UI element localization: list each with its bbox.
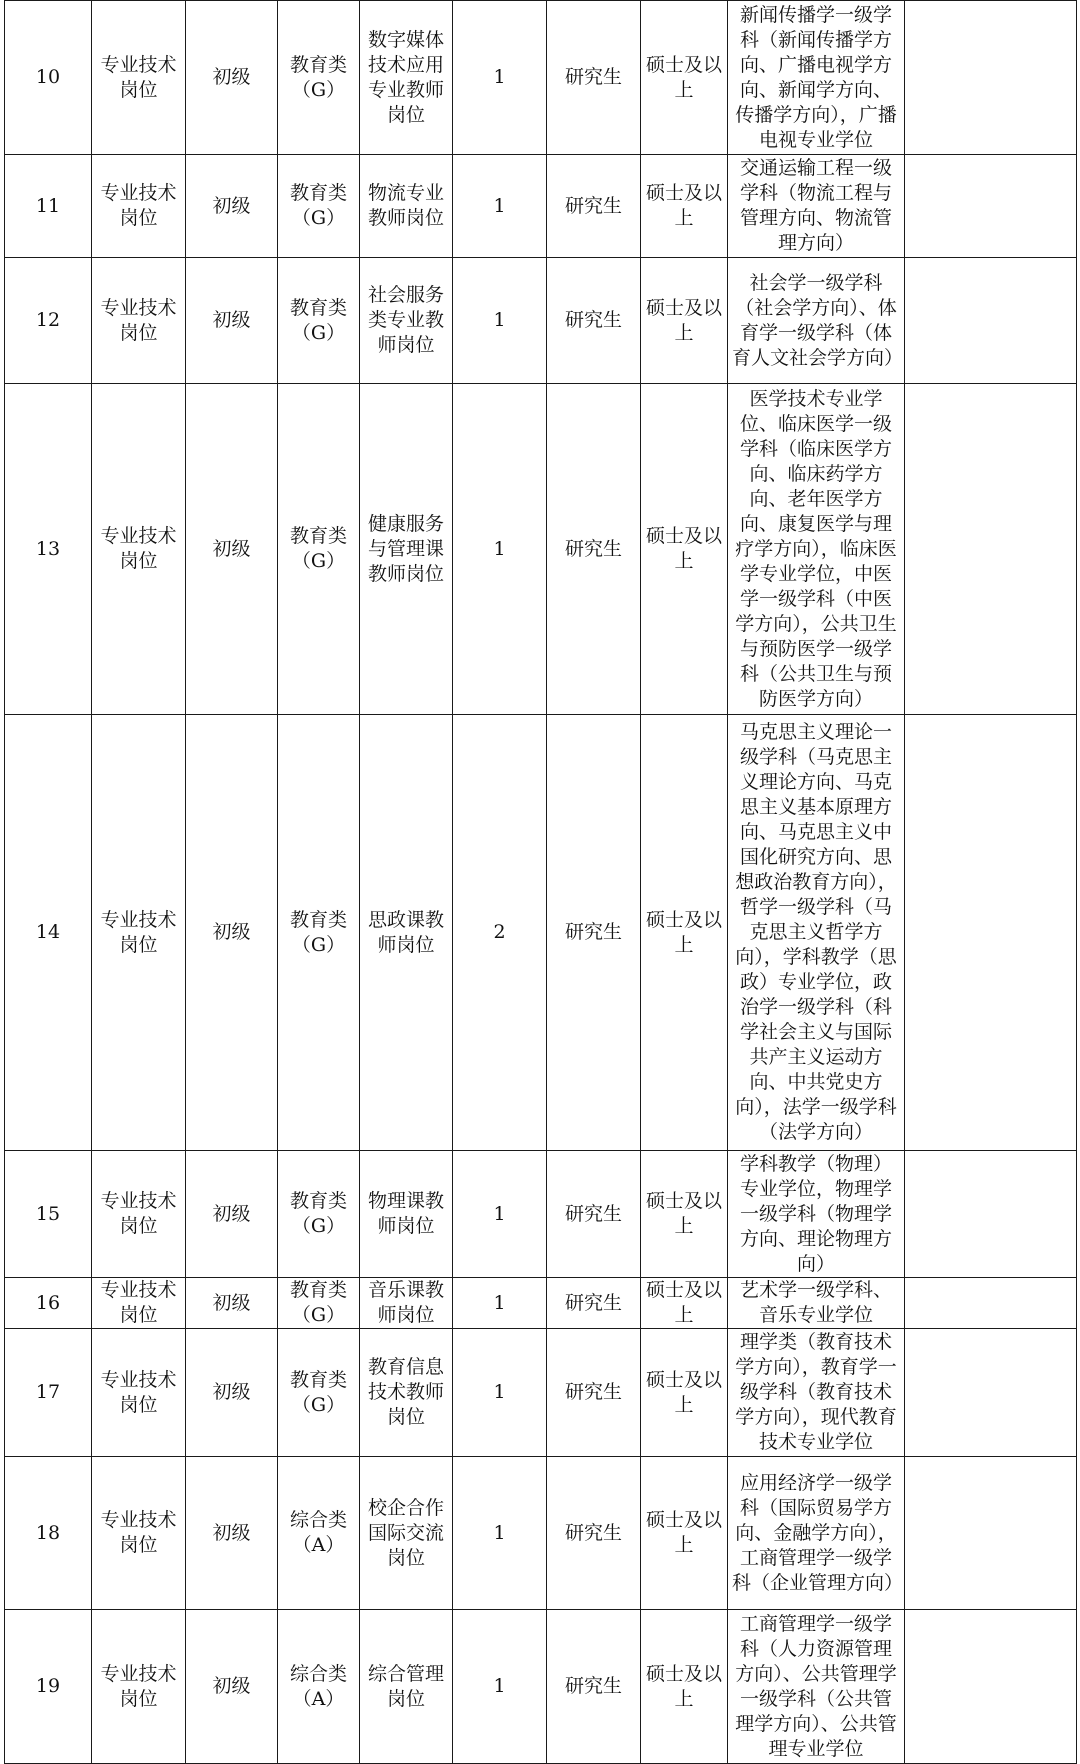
cell-education: 研究生 bbox=[547, 155, 641, 258]
table-row bbox=[5, 1329, 1077, 1457]
cell-post-type: 专业技术岗位 bbox=[92, 384, 186, 715]
cell-category: 综合类（A） bbox=[278, 1610, 360, 1764]
cell-major: 理学类（教育技术学方向），教育学一级学科（教育技术学方向），现代教育技术专业学位 bbox=[728, 1329, 905, 1457]
cell-count: 1 bbox=[453, 155, 547, 258]
cell-level: 初级 bbox=[186, 155, 278, 258]
cell-degree: 硕士及以上 bbox=[641, 1610, 728, 1764]
cell-education: 研究生 bbox=[547, 715, 641, 1151]
cell-level: 初级 bbox=[186, 1610, 278, 1764]
cell-level: 初级 bbox=[186, 1151, 278, 1278]
cell-post-name: 社会服务类专业教师岗位 bbox=[360, 258, 453, 384]
cell-category: 教育类（G） bbox=[278, 1329, 360, 1457]
cell-post-type: 专业技术岗位 bbox=[92, 1329, 186, 1457]
cell-degree: 硕士及以上 bbox=[641, 715, 728, 1151]
table-row bbox=[5, 258, 1077, 384]
table-row bbox=[5, 384, 1077, 715]
cell-count: 1 bbox=[453, 1278, 547, 1329]
cell-post-type: 专业技术岗位 bbox=[92, 715, 186, 1151]
cell-category: 教育类（G） bbox=[278, 384, 360, 715]
cell-category: 教育类（G） bbox=[278, 1, 360, 155]
cell-no: 13 bbox=[5, 384, 92, 715]
cell-remark bbox=[905, 1151, 1077, 1278]
table-row bbox=[5, 1151, 1077, 1278]
cell-major: 新闻传播学一级学科（新闻传播学方向、广播电视学方向、新闻学方向、传播学方向），广播电视专业学位 bbox=[728, 1, 905, 155]
cell-major: 应用经济学一级学科（国际贸易学方向、金融学方向），工商管理学一级学科（企业管理方向） bbox=[728, 1457, 905, 1610]
cell-level: 初级 bbox=[186, 1457, 278, 1610]
cell-education: 研究生 bbox=[547, 258, 641, 384]
recruitment-table bbox=[4, 0, 1077, 1764]
cell-no: 12 bbox=[5, 258, 92, 384]
cell-major: 医学技术专业学位、临床医学一级学科（临床医学方向、临床药学方向、老年医学方向、康复医学与理疗学方向），临床医学专业学位，中医学一级学科（中医学方向），公共卫生与预防医学一级学科（公共卫生与预防医学方向） bbox=[728, 384, 905, 715]
cell-level: 初级 bbox=[186, 1329, 278, 1457]
table-row bbox=[5, 155, 1077, 258]
cell-post-name: 综合管理岗位 bbox=[360, 1610, 453, 1764]
cell-remark bbox=[905, 1610, 1077, 1764]
cell-count: 1 bbox=[453, 1610, 547, 1764]
cell-major: 马克思主义理论一级学科（马克思主义理论方向、马克思主义基本原理方向、马克思主义中国化研究方向、思想政治教育方向），哲学一级学科（马克思主义哲学方向），学科教学（思政）专业学位，政治学一级学科（科学社会主义与国际共产主义运动方向、中共党史方向），法学一级学科（法学方向） bbox=[728, 715, 905, 1151]
cell-post-type: 专业技术岗位 bbox=[92, 155, 186, 258]
cell-education: 研究生 bbox=[547, 1278, 641, 1329]
cell-post-type: 专业技术岗位 bbox=[92, 1151, 186, 1278]
cell-no: 17 bbox=[5, 1329, 92, 1457]
cell-post-name: 思政课教师岗位 bbox=[360, 715, 453, 1151]
cell-level: 初级 bbox=[186, 715, 278, 1151]
cell-post-type: 专业技术岗位 bbox=[92, 1610, 186, 1764]
cell-post-name: 教育信息技术教师岗位 bbox=[360, 1329, 453, 1457]
cell-count: 2 bbox=[453, 715, 547, 1151]
cell-post-type: 专业技术岗位 bbox=[92, 258, 186, 384]
cell-education: 研究生 bbox=[547, 1610, 641, 1764]
table-row bbox=[5, 715, 1077, 1151]
cell-no: 10 bbox=[5, 1, 92, 155]
cell-post-name: 音乐课教师岗位 bbox=[360, 1278, 453, 1329]
cell-category: 教育类（G） bbox=[278, 155, 360, 258]
cell-no: 19 bbox=[5, 1610, 92, 1764]
cell-post-name: 物理课教师岗位 bbox=[360, 1151, 453, 1278]
cell-level: 初级 bbox=[186, 1278, 278, 1329]
cell-count: 1 bbox=[453, 1, 547, 155]
cell-education: 研究生 bbox=[547, 1457, 641, 1610]
cell-remark bbox=[905, 258, 1077, 384]
cell-category: 教育类（G） bbox=[278, 1278, 360, 1329]
cell-degree: 硕士及以上 bbox=[641, 1151, 728, 1278]
cell-post-name: 健康服务与管理课教师岗位 bbox=[360, 384, 453, 715]
cell-major: 社会学一级学科（社会学方向）、体育学一级学科（体育人文社会学方向） bbox=[728, 258, 905, 384]
cell-no: 11 bbox=[5, 155, 92, 258]
cell-degree: 硕士及以上 bbox=[641, 1, 728, 155]
cell-major: 艺术学一级学科、音乐专业学位 bbox=[728, 1278, 905, 1329]
cell-post-name: 校企合作国际交流岗位 bbox=[360, 1457, 453, 1610]
cell-major: 学科教学（物理）专业学位，物理学一级学科（物理学方向、理论物理方向） bbox=[728, 1151, 905, 1278]
cell-remark bbox=[905, 1329, 1077, 1457]
table-row bbox=[5, 1610, 1077, 1764]
cell-degree: 硕士及以上 bbox=[641, 155, 728, 258]
cell-degree: 硕士及以上 bbox=[641, 1329, 728, 1457]
cell-education: 研究生 bbox=[547, 384, 641, 715]
cell-category: 教育类（G） bbox=[278, 258, 360, 384]
cell-degree: 硕士及以上 bbox=[641, 384, 728, 715]
cell-degree: 硕士及以上 bbox=[641, 1457, 728, 1610]
cell-degree: 硕士及以上 bbox=[641, 258, 728, 384]
cell-education: 研究生 bbox=[547, 1151, 641, 1278]
cell-remark bbox=[905, 1457, 1077, 1610]
cell-category: 教育类（G） bbox=[278, 715, 360, 1151]
cell-level: 初级 bbox=[186, 1, 278, 155]
cell-post-type: 专业技术岗位 bbox=[92, 1457, 186, 1610]
cell-no: 14 bbox=[5, 715, 92, 1151]
table-row bbox=[5, 1457, 1077, 1610]
cell-major: 工商管理学一级学科（人力资源管理方向）、公共管理学一级学科（公共管理学方向）、公共管理专业学位 bbox=[728, 1610, 905, 1764]
cell-post-name: 物流专业教师岗位 bbox=[360, 155, 453, 258]
cell-no: 16 bbox=[5, 1278, 92, 1329]
table-row bbox=[5, 1278, 1077, 1329]
cell-remark bbox=[905, 1, 1077, 155]
cell-major: 交通运输工程一级学科（物流工程与管理方向、物流管理方向） bbox=[728, 155, 905, 258]
cell-level: 初级 bbox=[186, 258, 278, 384]
cell-degree: 硕士及以上 bbox=[641, 1278, 728, 1329]
cell-count: 1 bbox=[453, 1457, 547, 1610]
cell-no: 15 bbox=[5, 1151, 92, 1278]
cell-count: 1 bbox=[453, 1329, 547, 1457]
cell-remark bbox=[905, 715, 1077, 1151]
cell-no: 18 bbox=[5, 1457, 92, 1610]
cell-remark bbox=[905, 384, 1077, 715]
cell-education: 研究生 bbox=[547, 1329, 641, 1457]
cell-count: 1 bbox=[453, 1151, 547, 1278]
cell-post-name: 数字媒体技术应用专业教师岗位 bbox=[360, 1, 453, 155]
cell-post-type: 专业技术岗位 bbox=[92, 1278, 186, 1329]
cell-education: 研究生 bbox=[547, 1, 641, 155]
table-row bbox=[5, 1, 1077, 155]
cell-post-type: 专业技术岗位 bbox=[92, 1, 186, 155]
cell-category: 教育类（G） bbox=[278, 1151, 360, 1278]
cell-remark bbox=[905, 155, 1077, 258]
cell-remark bbox=[905, 1278, 1077, 1329]
cell-level: 初级 bbox=[186, 384, 278, 715]
cell-count: 1 bbox=[453, 384, 547, 715]
cell-category: 综合类（A） bbox=[278, 1457, 360, 1610]
cell-count: 1 bbox=[453, 258, 547, 384]
